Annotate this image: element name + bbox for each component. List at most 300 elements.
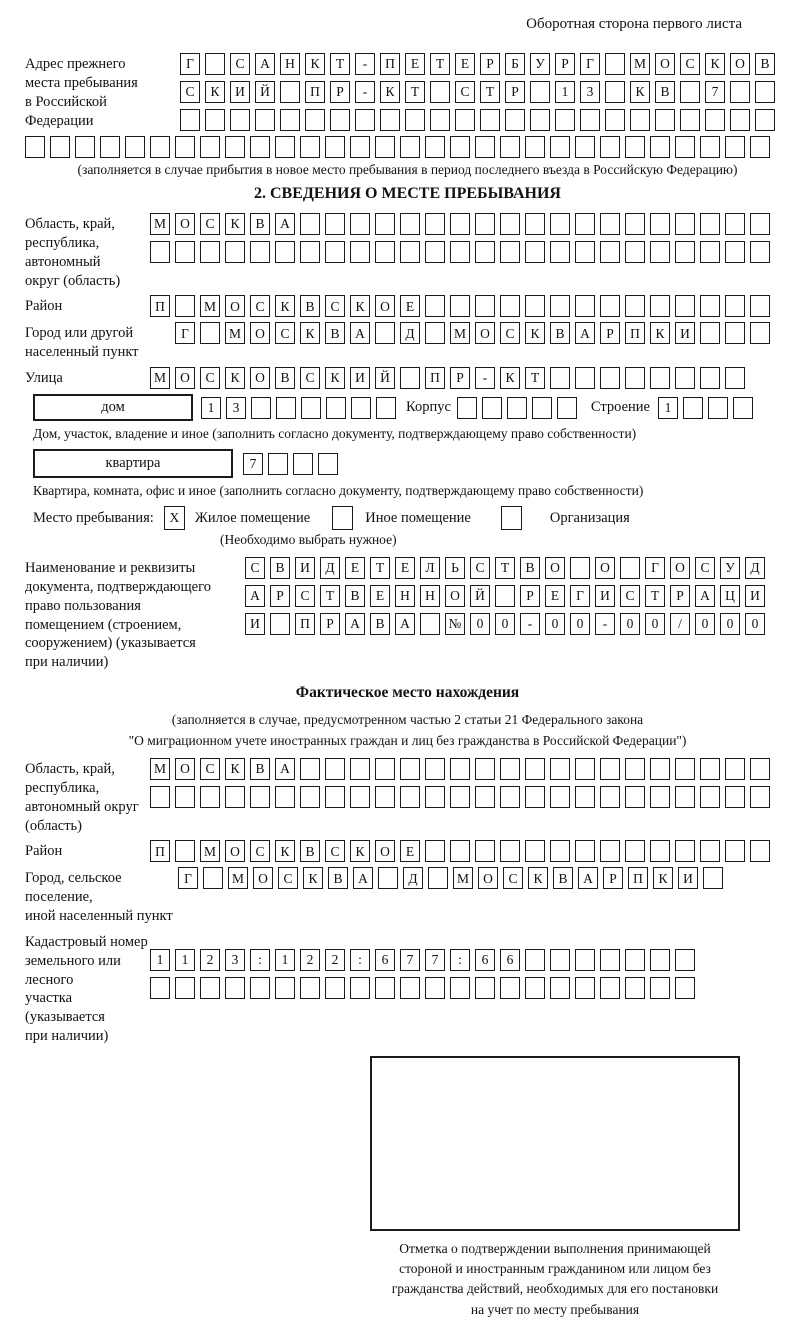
char-cell[interactable]: Г <box>180 53 200 75</box>
char-cell[interactable] <box>250 977 270 999</box>
char-cell[interactable]: В <box>250 213 270 235</box>
char-cell[interactable]: П <box>380 53 400 75</box>
char-cell[interactable] <box>675 213 695 235</box>
char-cell[interactable]: У <box>720 557 740 579</box>
char-cell[interactable] <box>293 453 313 475</box>
char-cell[interactable] <box>275 241 295 263</box>
char-cell[interactable]: К <box>350 840 370 862</box>
char-cell[interactable] <box>605 53 625 75</box>
char-cell[interactable]: А <box>345 613 365 635</box>
char-cell[interactable]: 7 <box>705 81 725 103</box>
char-cell[interactable]: Й <box>470 585 490 607</box>
char-cell[interactable]: 0 <box>745 613 765 635</box>
char-cell[interactable] <box>450 213 470 235</box>
char-cell[interactable]: О <box>655 53 675 75</box>
char-cell[interactable] <box>318 453 338 475</box>
char-cell[interactable] <box>420 613 440 635</box>
char-cell[interactable] <box>475 977 495 999</box>
char-cell[interactable] <box>570 557 590 579</box>
char-cell[interactable] <box>400 758 420 780</box>
char-cell[interactable]: Й <box>375 367 395 389</box>
char-cell[interactable]: 0 <box>545 613 565 635</box>
char-cell[interactable]: Ц <box>720 585 740 607</box>
char-cell[interactable] <box>675 241 695 263</box>
char-cell[interactable]: С <box>200 213 220 235</box>
char-cell[interactable] <box>550 213 570 235</box>
char-cell[interactable] <box>200 977 220 999</box>
char-cell[interactable]: И <box>595 585 615 607</box>
char-cell[interactable]: К <box>325 367 345 389</box>
char-cell[interactable] <box>625 758 645 780</box>
char-cell[interactable]: В <box>370 613 390 635</box>
char-cell[interactable]: К <box>275 840 295 862</box>
char-cell[interactable] <box>680 109 700 131</box>
char-cell[interactable] <box>425 136 445 158</box>
char-cell[interactable] <box>550 295 570 317</box>
char-cell[interactable]: : <box>350 949 370 971</box>
char-cell[interactable] <box>525 977 545 999</box>
char-cell[interactable] <box>475 136 495 158</box>
char-cell[interactable] <box>175 136 195 158</box>
char-cell[interactable]: Е <box>400 295 420 317</box>
char-cell[interactable] <box>575 977 595 999</box>
char-cell[interactable]: К <box>305 53 325 75</box>
char-cell[interactable]: П <box>295 613 315 635</box>
char-cell[interactable]: Р <box>480 53 500 75</box>
char-cell[interactable]: Т <box>405 81 425 103</box>
char-cell[interactable] <box>150 977 170 999</box>
char-cell[interactable] <box>625 241 645 263</box>
char-cell[interactable] <box>675 295 695 317</box>
char-cell[interactable] <box>150 136 170 158</box>
char-cell[interactable]: 1 <box>175 949 195 971</box>
char-cell[interactable] <box>375 758 395 780</box>
char-cell[interactable]: А <box>255 53 275 75</box>
char-cell[interactable] <box>430 109 450 131</box>
char-cell[interactable] <box>750 758 770 780</box>
char-cell[interactable] <box>655 109 675 131</box>
char-cell[interactable]: С <box>275 322 295 344</box>
char-cell[interactable]: Е <box>345 557 365 579</box>
char-cell[interactable]: Е <box>455 53 475 75</box>
char-cell[interactable] <box>400 977 420 999</box>
char-cell[interactable]: 3 <box>225 949 245 971</box>
char-cell[interactable] <box>700 840 720 862</box>
char-cell[interactable]: О <box>475 322 495 344</box>
char-cell[interactable] <box>450 840 470 862</box>
char-cell[interactable] <box>375 786 395 808</box>
char-cell[interactable] <box>225 977 245 999</box>
char-cell[interactable] <box>525 241 545 263</box>
char-cell[interactable]: О <box>670 557 690 579</box>
char-cell[interactable]: И <box>745 585 765 607</box>
char-cell[interactable] <box>525 136 545 158</box>
char-cell[interactable] <box>650 295 670 317</box>
char-cell[interactable]: К <box>630 81 650 103</box>
char-cell[interactable]: С <box>455 81 475 103</box>
char-cell[interactable] <box>733 397 753 419</box>
char-cell[interactable] <box>200 322 220 344</box>
char-cell[interactable] <box>380 109 400 131</box>
char-cell[interactable] <box>480 109 500 131</box>
char-cell[interactable] <box>755 81 775 103</box>
char-cell[interactable]: М <box>228 867 248 889</box>
char-cell[interactable]: О <box>375 295 395 317</box>
char-cell[interactable]: И <box>295 557 315 579</box>
char-cell[interactable] <box>625 295 645 317</box>
char-cell[interactable]: О <box>250 322 270 344</box>
char-cell[interactable] <box>650 840 670 862</box>
char-cell[interactable]: К <box>653 867 673 889</box>
char-cell[interactable] <box>25 136 45 158</box>
char-cell[interactable] <box>650 977 670 999</box>
char-cell[interactable] <box>600 136 620 158</box>
char-cell[interactable]: Т <box>495 557 515 579</box>
char-cell[interactable] <box>400 367 420 389</box>
char-cell[interactable] <box>350 977 370 999</box>
char-cell[interactable] <box>425 213 445 235</box>
char-cell[interactable]: И <box>678 867 698 889</box>
char-cell[interactable] <box>230 109 250 131</box>
char-cell[interactable]: О <box>225 295 245 317</box>
char-cell[interactable] <box>455 109 475 131</box>
char-cell[interactable]: № <box>445 613 465 635</box>
char-cell[interactable] <box>205 109 225 131</box>
char-cell[interactable]: 7 <box>425 949 445 971</box>
char-cell[interactable]: А <box>275 213 295 235</box>
char-cell[interactable] <box>675 840 695 862</box>
char-cell[interactable] <box>650 786 670 808</box>
char-cell[interactable] <box>700 322 720 344</box>
char-cell[interactable] <box>730 109 750 131</box>
char-cell[interactable]: К <box>380 81 400 103</box>
char-cell[interactable]: Ь <box>445 557 465 579</box>
char-cell[interactable]: С <box>250 295 270 317</box>
char-cell[interactable] <box>600 758 620 780</box>
char-cell[interactable] <box>725 786 745 808</box>
char-cell[interactable]: М <box>150 758 170 780</box>
char-cell[interactable] <box>500 758 520 780</box>
char-cell[interactable] <box>150 786 170 808</box>
char-cell[interactable] <box>725 322 745 344</box>
char-cell[interactable]: В <box>275 367 295 389</box>
char-cell[interactable] <box>750 295 770 317</box>
char-cell[interactable] <box>225 241 245 263</box>
char-cell[interactable]: А <box>350 322 370 344</box>
char-cell[interactable]: Й <box>255 81 275 103</box>
char-cell[interactable]: - <box>595 613 615 635</box>
char-cell[interactable]: Г <box>175 322 195 344</box>
char-cell[interactable] <box>301 397 321 419</box>
char-cell[interactable] <box>675 367 695 389</box>
char-cell[interactable]: С <box>278 867 298 889</box>
char-cell[interactable]: 0 <box>470 613 490 635</box>
char-cell[interactable] <box>150 241 170 263</box>
char-cell[interactable] <box>650 758 670 780</box>
char-cell[interactable] <box>376 397 396 419</box>
char-cell[interactable] <box>100 136 120 158</box>
char-cell[interactable]: Т <box>480 81 500 103</box>
char-cell[interactable] <box>675 786 695 808</box>
char-cell[interactable] <box>450 786 470 808</box>
char-cell[interactable] <box>457 397 477 419</box>
char-cell[interactable] <box>750 136 770 158</box>
char-cell[interactable] <box>525 949 545 971</box>
char-cell[interactable] <box>355 109 375 131</box>
checkbox-organization[interactable] <box>501 506 522 530</box>
char-cell[interactable]: Е <box>400 840 420 862</box>
char-cell[interactable]: 7 <box>400 949 420 971</box>
char-cell[interactable] <box>275 136 295 158</box>
char-cell[interactable] <box>276 397 296 419</box>
char-cell[interactable]: С <box>245 557 265 579</box>
char-cell[interactable] <box>500 241 520 263</box>
char-cell[interactable]: 2 <box>300 949 320 971</box>
char-cell[interactable] <box>275 786 295 808</box>
char-cell[interactable] <box>350 213 370 235</box>
char-cell[interactable] <box>625 840 645 862</box>
char-cell[interactable] <box>250 136 270 158</box>
char-cell[interactable]: О <box>175 213 195 235</box>
char-cell[interactable]: М <box>630 53 650 75</box>
char-cell[interactable] <box>430 81 450 103</box>
char-cell[interactable]: Р <box>670 585 690 607</box>
char-cell[interactable] <box>725 367 745 389</box>
char-cell[interactable]: С <box>230 53 250 75</box>
char-cell[interactable] <box>300 213 320 235</box>
char-cell[interactable]: С <box>325 840 345 862</box>
char-cell[interactable]: К <box>303 867 323 889</box>
char-cell[interactable]: М <box>150 213 170 235</box>
char-cell[interactable]: В <box>250 758 270 780</box>
char-cell[interactable] <box>280 109 300 131</box>
char-cell[interactable]: В <box>655 81 675 103</box>
char-cell[interactable]: О <box>250 367 270 389</box>
char-cell[interactable] <box>325 758 345 780</box>
char-cell[interactable] <box>725 758 745 780</box>
char-cell[interactable]: А <box>695 585 715 607</box>
char-cell[interactable] <box>525 213 545 235</box>
char-cell[interactable] <box>580 109 600 131</box>
char-cell[interactable] <box>550 786 570 808</box>
char-cell[interactable]: Е <box>405 53 425 75</box>
char-cell[interactable]: М <box>200 840 220 862</box>
char-cell[interactable] <box>350 786 370 808</box>
char-cell[interactable] <box>300 758 320 780</box>
char-cell[interactable] <box>350 758 370 780</box>
char-cell[interactable] <box>725 295 745 317</box>
char-cell[interactable]: О <box>175 367 195 389</box>
char-cell[interactable]: О <box>730 53 750 75</box>
char-cell[interactable] <box>475 241 495 263</box>
char-cell[interactable]: В <box>328 867 348 889</box>
char-cell[interactable] <box>251 397 271 419</box>
char-cell[interactable]: 3 <box>580 81 600 103</box>
char-cell[interactable] <box>630 109 650 131</box>
char-cell[interactable] <box>175 840 195 862</box>
char-cell[interactable] <box>625 949 645 971</box>
char-cell[interactable]: Р <box>270 585 290 607</box>
char-cell[interactable]: К <box>225 758 245 780</box>
char-cell[interactable] <box>600 295 620 317</box>
char-cell[interactable] <box>605 109 625 131</box>
char-cell[interactable]: С <box>503 867 523 889</box>
char-cell[interactable] <box>375 136 395 158</box>
char-cell[interactable]: В <box>300 295 320 317</box>
char-cell[interactable] <box>605 81 625 103</box>
char-cell[interactable] <box>675 977 695 999</box>
char-cell[interactable]: / <box>670 613 690 635</box>
char-cell[interactable] <box>400 241 420 263</box>
char-cell[interactable] <box>325 786 345 808</box>
char-cell[interactable] <box>325 136 345 158</box>
char-cell[interactable] <box>550 367 570 389</box>
char-cell[interactable] <box>475 758 495 780</box>
char-cell[interactable]: К <box>525 322 545 344</box>
char-cell[interactable] <box>505 109 525 131</box>
char-cell[interactable] <box>300 136 320 158</box>
char-cell[interactable] <box>425 977 445 999</box>
char-cell[interactable]: 1 <box>201 397 221 419</box>
checkbox-other-premises[interactable] <box>332 506 353 530</box>
char-cell[interactable]: Н <box>420 585 440 607</box>
char-cell[interactable]: 1 <box>658 397 678 419</box>
char-cell[interactable] <box>525 840 545 862</box>
char-cell[interactable]: Г <box>580 53 600 75</box>
char-cell[interactable]: Д <box>403 867 423 889</box>
char-cell[interactable]: К <box>705 53 725 75</box>
char-cell[interactable] <box>175 295 195 317</box>
char-cell[interactable]: П <box>150 840 170 862</box>
char-cell[interactable] <box>575 213 595 235</box>
char-cell[interactable] <box>525 786 545 808</box>
checkbox-residential[interactable]: X <box>164 506 185 530</box>
char-cell[interactable] <box>450 977 470 999</box>
char-cell[interactable] <box>700 786 720 808</box>
char-cell[interactable] <box>600 241 620 263</box>
char-cell[interactable] <box>700 758 720 780</box>
char-cell[interactable] <box>750 213 770 235</box>
char-cell[interactable]: С <box>180 81 200 103</box>
char-cell[interactable] <box>650 949 670 971</box>
char-cell[interactable] <box>575 295 595 317</box>
char-cell[interactable]: Е <box>370 585 390 607</box>
char-cell[interactable] <box>50 136 70 158</box>
char-cell[interactable]: С <box>200 758 220 780</box>
char-cell[interactable] <box>625 367 645 389</box>
char-cell[interactable]: В <box>550 322 570 344</box>
char-cell[interactable]: А <box>575 322 595 344</box>
char-cell[interactable]: К <box>528 867 548 889</box>
char-cell[interactable]: О <box>375 840 395 862</box>
char-cell[interactable] <box>555 109 575 131</box>
char-cell[interactable] <box>725 213 745 235</box>
char-cell[interactable]: С <box>300 367 320 389</box>
char-cell[interactable]: П <box>150 295 170 317</box>
char-cell[interactable]: Д <box>745 557 765 579</box>
char-cell[interactable] <box>270 613 290 635</box>
char-cell[interactable]: С <box>620 585 640 607</box>
char-cell[interactable]: М <box>450 322 470 344</box>
char-cell[interactable] <box>500 136 520 158</box>
char-cell[interactable] <box>400 213 420 235</box>
char-cell[interactable] <box>530 81 550 103</box>
char-cell[interactable]: Т <box>645 585 665 607</box>
char-cell[interactable] <box>325 213 345 235</box>
char-cell[interactable] <box>475 213 495 235</box>
char-cell[interactable]: 0 <box>620 613 640 635</box>
char-cell[interactable]: : <box>450 949 470 971</box>
char-cell[interactable] <box>575 367 595 389</box>
char-cell[interactable] <box>225 786 245 808</box>
char-cell[interactable] <box>600 786 620 808</box>
char-cell[interactable] <box>425 241 445 263</box>
char-cell[interactable] <box>683 397 703 419</box>
char-cell[interactable]: В <box>553 867 573 889</box>
char-cell[interactable]: П <box>628 867 648 889</box>
char-cell[interactable]: О <box>595 557 615 579</box>
char-cell[interactable]: С <box>295 585 315 607</box>
char-cell[interactable] <box>425 840 445 862</box>
char-cell[interactable]: С <box>200 367 220 389</box>
char-cell[interactable] <box>400 786 420 808</box>
char-cell[interactable] <box>750 786 770 808</box>
char-cell[interactable] <box>268 453 288 475</box>
char-cell[interactable] <box>725 840 745 862</box>
char-cell[interactable]: Г <box>178 867 198 889</box>
char-cell[interactable] <box>705 109 725 131</box>
char-cell[interactable] <box>725 241 745 263</box>
char-cell[interactable]: Т <box>525 367 545 389</box>
char-cell[interactable]: В <box>300 840 320 862</box>
char-cell[interactable]: К <box>225 367 245 389</box>
char-cell[interactable]: Т <box>430 53 450 75</box>
char-cell[interactable]: - <box>355 53 375 75</box>
char-cell[interactable]: Е <box>395 557 415 579</box>
char-cell[interactable]: С <box>680 53 700 75</box>
char-cell[interactable]: В <box>345 585 365 607</box>
char-cell[interactable] <box>175 786 195 808</box>
char-cell[interactable]: - <box>520 613 540 635</box>
char-cell[interactable] <box>428 867 448 889</box>
char-cell[interactable] <box>450 758 470 780</box>
char-cell[interactable] <box>175 241 195 263</box>
char-cell[interactable]: К <box>225 213 245 235</box>
char-cell[interactable] <box>300 977 320 999</box>
char-cell[interactable]: Н <box>395 585 415 607</box>
char-cell[interactable] <box>378 867 398 889</box>
char-cell[interactable] <box>550 241 570 263</box>
char-cell[interactable] <box>507 397 527 419</box>
char-cell[interactable]: 6 <box>475 949 495 971</box>
char-cell[interactable] <box>203 867 223 889</box>
char-cell[interactable]: 0 <box>695 613 715 635</box>
char-cell[interactable] <box>200 136 220 158</box>
char-cell[interactable]: Д <box>400 322 420 344</box>
char-cell[interactable]: - <box>355 81 375 103</box>
char-cell[interactable]: О <box>225 840 245 862</box>
char-cell[interactable] <box>300 786 320 808</box>
char-cell[interactable] <box>708 397 728 419</box>
char-cell[interactable]: О <box>445 585 465 607</box>
char-cell[interactable]: 2 <box>200 949 220 971</box>
char-cell[interactable] <box>450 241 470 263</box>
char-cell[interactable] <box>575 136 595 158</box>
char-cell[interactable]: 3 <box>226 397 246 419</box>
char-cell[interactable] <box>550 977 570 999</box>
char-cell[interactable] <box>500 295 520 317</box>
char-cell[interactable] <box>675 758 695 780</box>
